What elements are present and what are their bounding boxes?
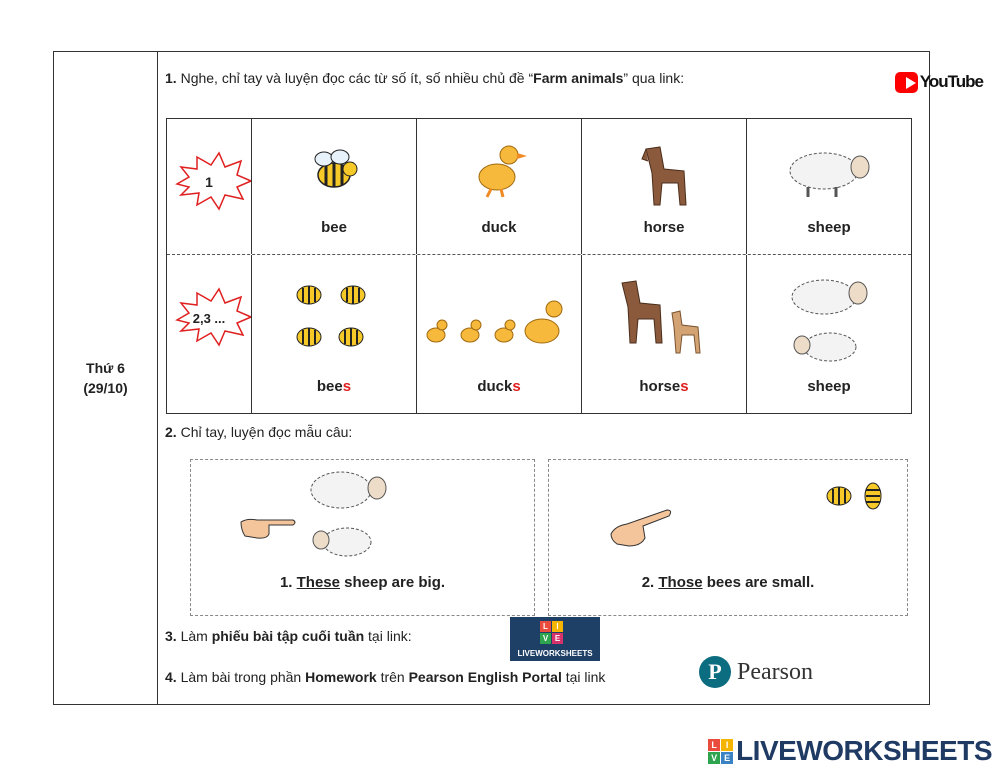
youtube-link[interactable] (895, 70, 983, 94)
example-box-1 (190, 459, 535, 616)
horse-icon (634, 139, 694, 209)
step4-text1: Làm bài trong phần (176, 669, 306, 685)
portal-label: Pearson English Portal (408, 669, 562, 685)
step4-instruction (165, 669, 605, 685)
youtube-play-icon (895, 72, 918, 93)
sheep-plural-icon (786, 273, 872, 369)
sheep-icon (786, 149, 872, 199)
plural-row (167, 254, 911, 413)
vocab-cell-horse (581, 119, 746, 254)
youtube-label: YouTube (919, 72, 983, 91)
vocab-table (166, 118, 912, 414)
step4-text3: tại link (561, 669, 606, 685)
singular-row (167, 119, 911, 254)
bee-icon (304, 147, 364, 197)
word-duck: duck (481, 219, 517, 236)
plural-marker-cell (167, 255, 251, 413)
starburst-icon (167, 285, 251, 365)
liveworksheets-caption: LIVEWORKSHEETS (517, 649, 593, 658)
plural-marker: 2,3 ... (192, 311, 226, 326)
vocab-cell-bees (251, 255, 416, 413)
lesson-content (159, 52, 983, 704)
step3-instruction (165, 628, 412, 644)
pointing-hand-icon (609, 506, 675, 550)
pointing-hand-icon (239, 512, 299, 542)
step1-text-after: ” qua link: (623, 70, 685, 86)
pearson-logo-icon: P (699, 656, 731, 688)
step4-text2: trên (376, 669, 409, 685)
bees-small-icon (821, 474, 891, 518)
vocab-cell-horses (581, 255, 746, 413)
step3-text-after: tại link: (364, 628, 412, 644)
singular-marker-cell (167, 119, 251, 254)
vocab-cell-sheep (746, 119, 911, 254)
step3-text: Làm (176, 628, 212, 644)
starburst-icon (167, 149, 251, 229)
word-sheep-plural: sheep (807, 378, 851, 395)
bees-icon (289, 273, 379, 363)
live-blocks-icon: L I V E (540, 621, 563, 644)
liveworksheets-footer-logo[interactable] (708, 736, 992, 766)
word-bees: bees (316, 378, 352, 395)
horses-icon (614, 273, 714, 363)
day-column (54, 52, 158, 704)
step2-text: Chỉ tay, luyện đọc mẫu câu: (176, 424, 353, 440)
footer-logo-text: LIVEWORKSHEETS (736, 735, 992, 766)
pearson-name: Pearson (737, 658, 813, 685)
liveworksheets-link[interactable] (510, 617, 600, 661)
step2-number: 2. (165, 424, 177, 440)
homework-label: Homework (305, 669, 377, 685)
day-label: Thứ 6 (86, 360, 125, 376)
step3-number: 3. (165, 628, 177, 644)
sheep-pair-icon (301, 466, 401, 566)
vocab-cell-ducks (416, 255, 581, 413)
vocab-cell-sheep-plural (746, 255, 911, 413)
word-horse: horse (643, 219, 685, 236)
example-sentence-1: 1. These sheep are big. (279, 574, 446, 591)
day-date: (29/10) (83, 380, 128, 396)
step1-text: Nghe, chỉ tay và luyện đọc các từ số ít, số nhiều chủ đề “ (176, 70, 534, 86)
word-bee: bee (321, 219, 347, 236)
step4-number: 4. (165, 669, 177, 685)
worksheet-label: phiếu bài tập cuối tuần (211, 628, 365, 644)
ducks-icon (424, 295, 574, 355)
vocab-cell-duck (416, 119, 581, 254)
singular-marker: 1 (205, 174, 213, 190)
word-horses: horses (639, 378, 689, 395)
word-sheep: sheep (807, 219, 851, 236)
lesson-table (53, 51, 983, 705)
word-ducks: ducks (477, 378, 521, 395)
step1-number: 1. (165, 70, 177, 86)
duck-icon (469, 139, 529, 199)
example-box-2 (548, 459, 908, 616)
vocab-cell-bee (251, 119, 416, 254)
live-blocks-icon: L I V E (708, 739, 733, 764)
step1-instruction (165, 70, 684, 86)
pearson-link[interactable] (699, 654, 813, 690)
example-sentence-2: 2. Those bees are small. (641, 574, 815, 591)
topic-label: Farm animals (533, 70, 624, 86)
step2-instruction (165, 424, 352, 440)
